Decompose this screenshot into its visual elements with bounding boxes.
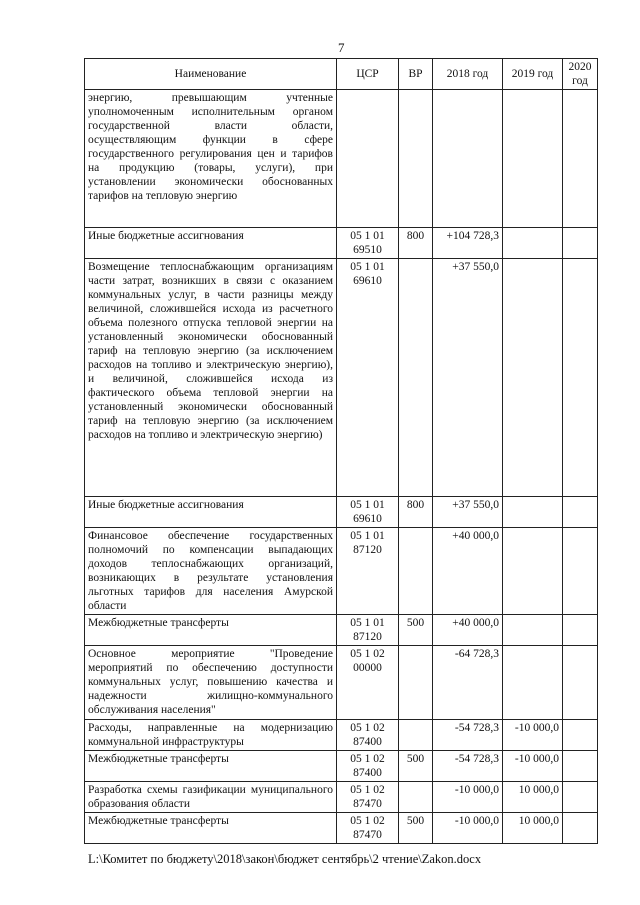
header-2019: 2019 год bbox=[503, 59, 563, 90]
cell-vr: 800 bbox=[399, 228, 433, 259]
cell-2020 bbox=[563, 90, 598, 228]
cell-name: Основное мероприятие "Проведение мероприятий по обеспечению доступности коммунальных услуг, повышению качества и надежности жилищно-коммунального обслуживания населения" bbox=[85, 646, 337, 720]
cell-vr bbox=[399, 259, 433, 497]
cell-vr bbox=[399, 782, 433, 813]
page-number: 7 bbox=[338, 40, 345, 55]
cell-2019 bbox=[503, 497, 563, 528]
header-vr: ВР bbox=[399, 59, 433, 90]
header-csr: ЦСР bbox=[337, 59, 399, 90]
cell-csr: 05 1 02 87400 bbox=[337, 751, 399, 782]
cell-vr bbox=[399, 528, 433, 615]
cell-2020 bbox=[563, 813, 598, 844]
table-row bbox=[85, 90, 598, 228]
cell-2018 bbox=[433, 90, 503, 228]
cell-vr: 500 bbox=[399, 813, 433, 844]
cell-csr: 05 1 01 87120 bbox=[337, 528, 399, 615]
cell-2020 bbox=[563, 497, 598, 528]
cell-csr: 05 1 02 87470 bbox=[337, 813, 399, 844]
cell-name: Разработка схемы газификации муниципального образования области bbox=[85, 782, 337, 813]
cell-vr bbox=[399, 720, 433, 751]
cell-vr bbox=[399, 90, 433, 228]
cell-name: Межбюджетные трансферты bbox=[85, 813, 337, 844]
cell-2019 bbox=[503, 615, 563, 646]
cell-2019: -10 000,0 bbox=[503, 720, 563, 751]
cell-2020 bbox=[563, 228, 598, 259]
cell-name: энергию, превышающим учтенные уполномоченным исполнительным органом государственной власти области, осуществляющим функции в сфере государственного регулирования цен и тарифов на продукцию (товары, услуги), при установлении экономически обоснованных тарифов на тепловую энергию bbox=[85, 90, 337, 228]
cell-2019: 10 000,0 bbox=[503, 782, 563, 813]
cell-vr: 500 bbox=[399, 751, 433, 782]
cell-2018: +37 550,0 bbox=[433, 497, 503, 528]
cell-2018: +104 728,3 bbox=[433, 228, 503, 259]
cell-name: Расходы, направленные на модернизацию коммунальной инфраструктуры bbox=[85, 720, 337, 751]
table-row bbox=[85, 646, 598, 720]
cell-2018: -10 000,0 bbox=[433, 813, 503, 844]
cell-2018: +40 000,0 bbox=[433, 615, 503, 646]
table-row bbox=[85, 228, 598, 259]
cell-2020 bbox=[563, 259, 598, 497]
cell-2018: -54 728,3 bbox=[433, 751, 503, 782]
cell-name: Иные бюджетные ассигнования bbox=[85, 228, 337, 259]
cell-2019 bbox=[503, 259, 563, 497]
cell-2020 bbox=[563, 751, 598, 782]
cell-2020 bbox=[563, 528, 598, 615]
cell-vr: 800 bbox=[399, 497, 433, 528]
cell-2019 bbox=[503, 646, 563, 720]
table-row bbox=[85, 615, 598, 646]
cell-vr: 500 bbox=[399, 615, 433, 646]
budget-table bbox=[84, 58, 598, 844]
cell-name: Возмещение теплоснабжающим организациям части затрат, возникших в связи с оказанием коммунальных услуг, в части разницы между величиной, сложившейся исхода из расчетного объема полезного отпуска тепловой энергии на установленный экономически обоснованный тариф на тепловую энергию (за исключением расходов на топливо и электрическую энергию), и величиной, сложившейся исхода из фактического объема тепловой энергии на установленный экономически обоснованный тариф на тепловую энергию (за исключением расходов на топливо и электрическую энергию) bbox=[85, 259, 337, 497]
file-path-footer: L:\Комитет по бюджету\2018\закон\бюджет сентябрь\2 чтение\Zakon.docx bbox=[88, 852, 482, 866]
table-header-row bbox=[85, 59, 598, 90]
cell-csr: 05 1 02 87470 bbox=[337, 782, 399, 813]
cell-csr: 05 1 02 87400 bbox=[337, 720, 399, 751]
cell-csr bbox=[337, 90, 399, 228]
cell-name: Финансовое обеспечение государственных полномочий по компенсации выпадающих доходов теплоснабжающих организаций, возникающих в результате установления льготных тарифов для населения Амурской области bbox=[85, 528, 337, 615]
table-row bbox=[85, 497, 598, 528]
cell-2018: -64 728,3 bbox=[433, 646, 503, 720]
header-name: Наименование bbox=[85, 59, 337, 90]
cell-name: Иные бюджетные ассигнования bbox=[85, 497, 337, 528]
cell-2019 bbox=[503, 90, 563, 228]
cell-2020 bbox=[563, 720, 598, 751]
table-row bbox=[85, 813, 598, 844]
cell-csr: 05 1 01 69610 bbox=[337, 497, 399, 528]
table-row bbox=[85, 528, 598, 615]
cell-name: Межбюджетные трансферты bbox=[85, 615, 337, 646]
cell-csr: 05 1 02 00000 bbox=[337, 646, 399, 720]
cell-csr: 05 1 01 69610 bbox=[337, 259, 399, 497]
table-row bbox=[85, 782, 598, 813]
cell-2018: +40 000,0 bbox=[433, 528, 503, 615]
table-row bbox=[85, 259, 598, 497]
cell-2019: -10 000,0 bbox=[503, 751, 563, 782]
cell-2019 bbox=[503, 528, 563, 615]
cell-2018: +37 550,0 bbox=[433, 259, 503, 497]
header-2020: 2020 год bbox=[563, 59, 598, 90]
cell-name: Межбюджетные трансферты bbox=[85, 751, 337, 782]
cell-csr: 05 1 01 87120 bbox=[337, 615, 399, 646]
table-row bbox=[85, 720, 598, 751]
cell-csr: 05 1 01 69510 bbox=[337, 228, 399, 259]
cell-2018: -54 728,3 bbox=[433, 720, 503, 751]
cell-2019 bbox=[503, 228, 563, 259]
cell-2020 bbox=[563, 646, 598, 720]
cell-2018: -10 000,0 bbox=[433, 782, 503, 813]
cell-vr bbox=[399, 646, 433, 720]
cell-2019: 10 000,0 bbox=[503, 813, 563, 844]
table-row bbox=[85, 751, 598, 782]
cell-2020 bbox=[563, 782, 598, 813]
header-2018: 2018 год bbox=[433, 59, 503, 90]
cell-2020 bbox=[563, 615, 598, 646]
